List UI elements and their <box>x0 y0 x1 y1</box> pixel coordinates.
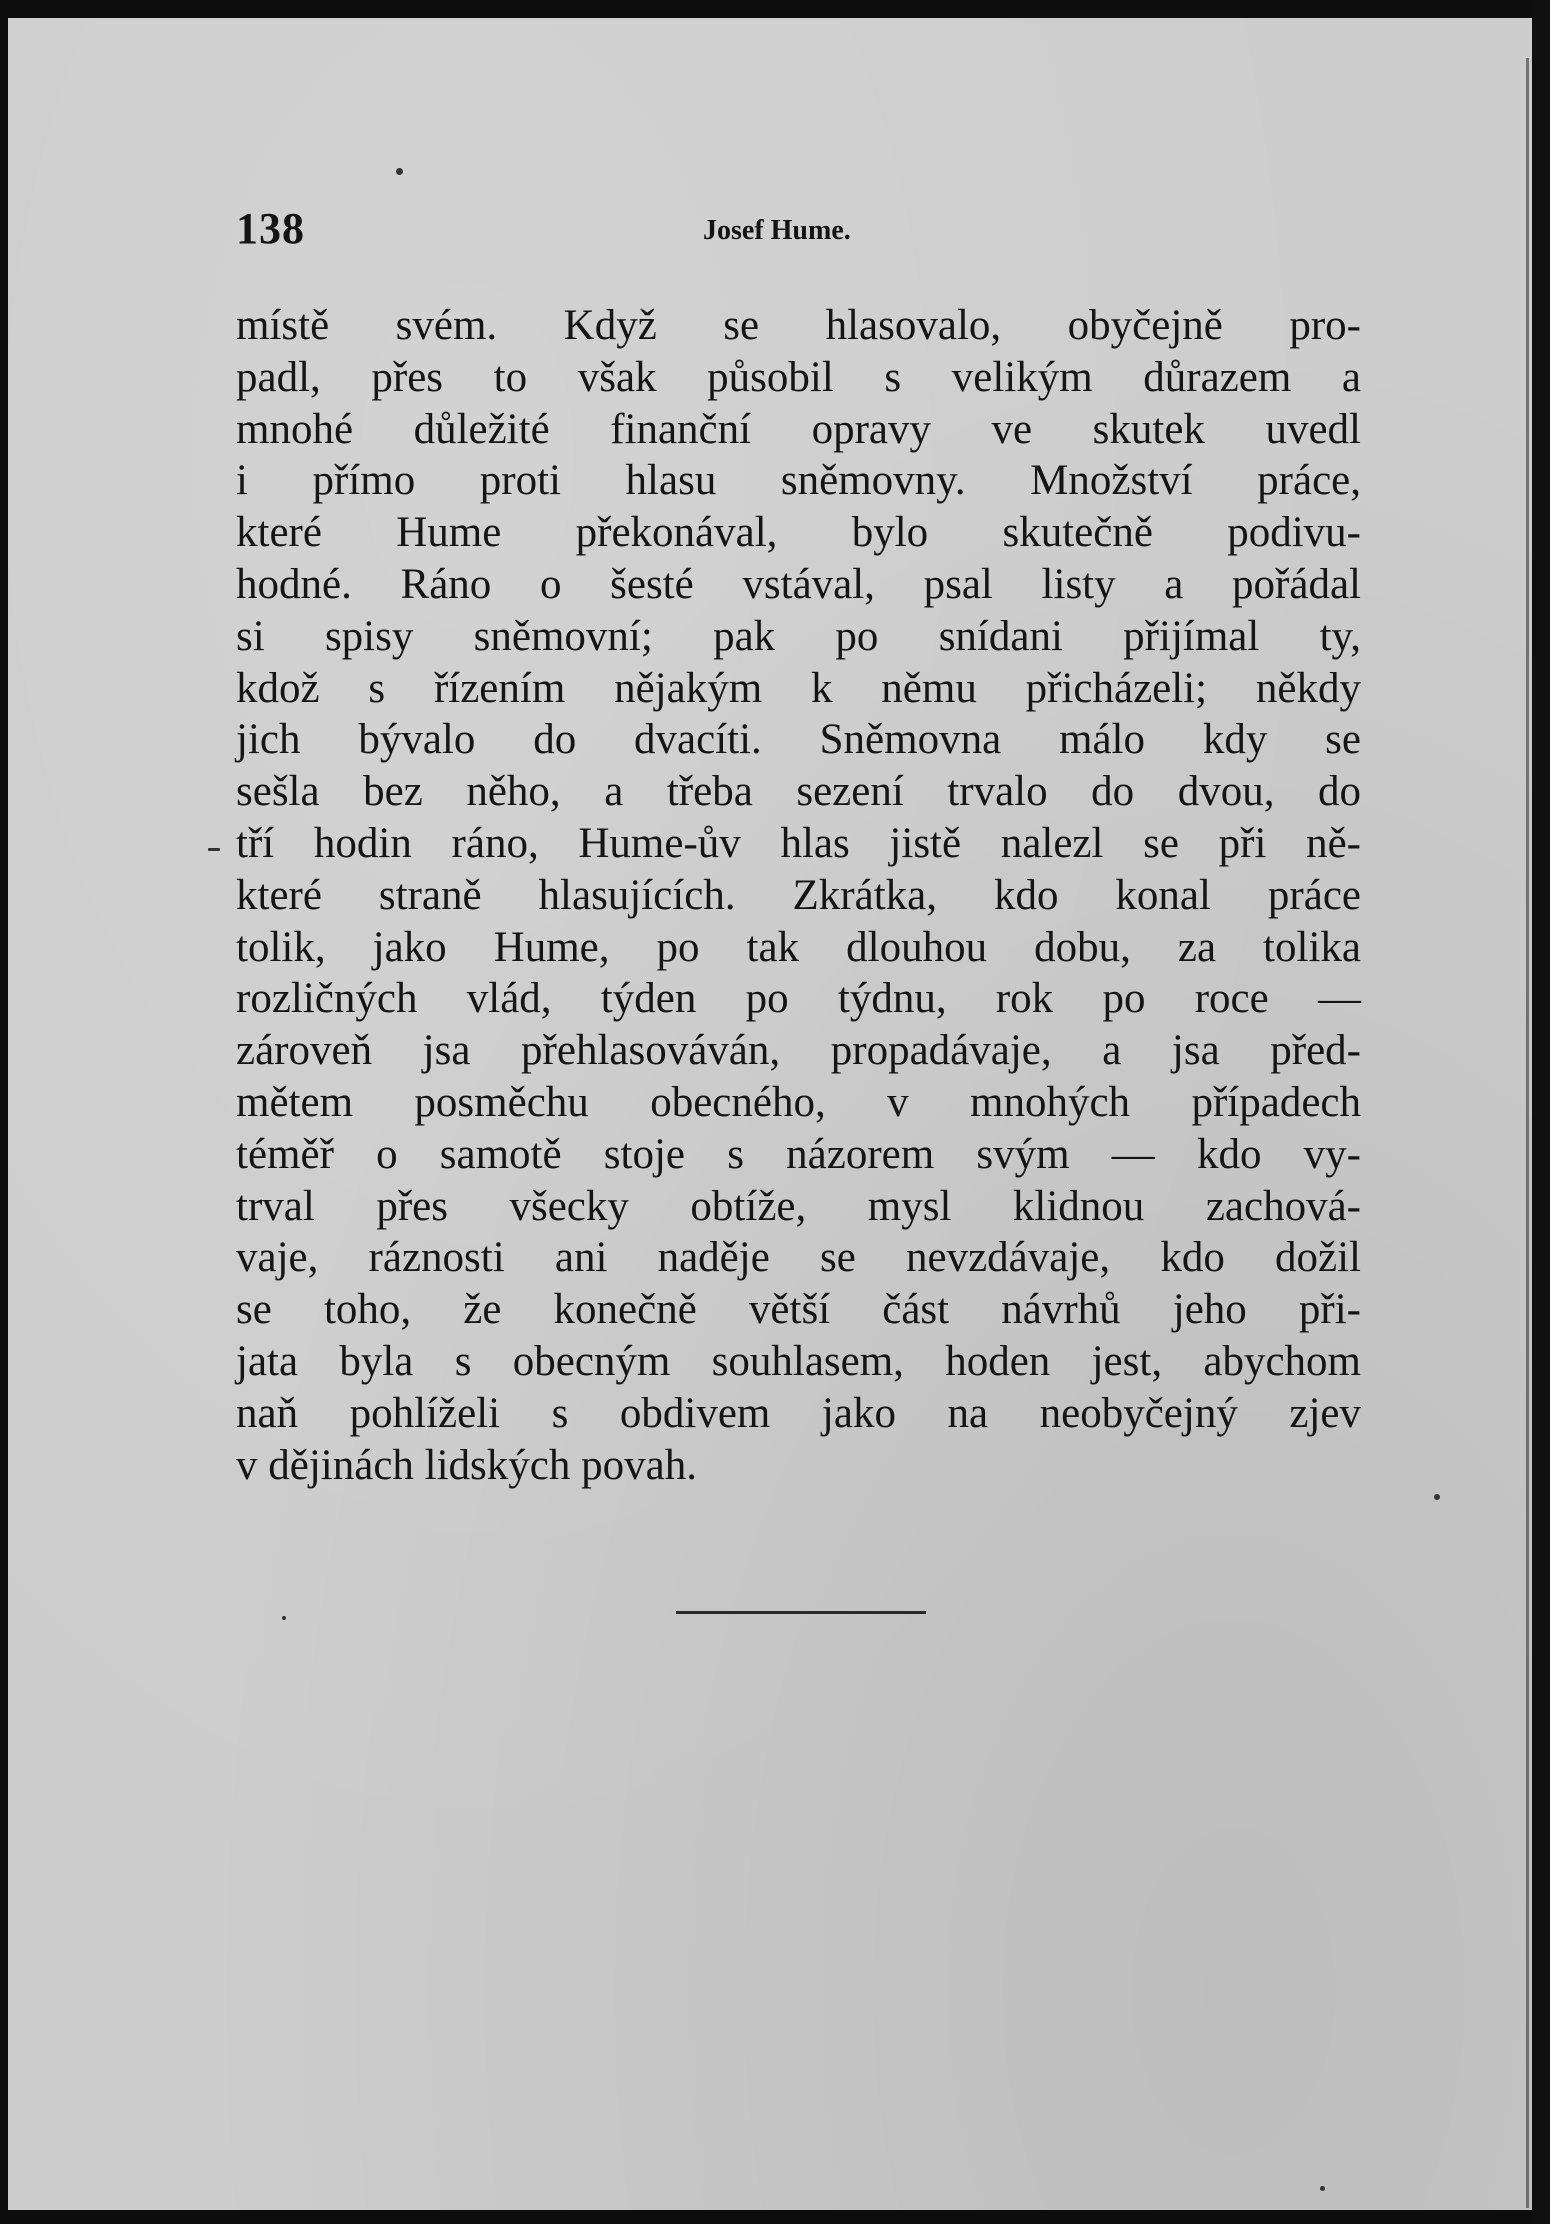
text-line: padl, přes to však působil s velikým důrazem a <box>236 353 1361 401</box>
text-line: se toho, že konečně větší část návrhů jeho při- <box>236 1286 1361 1334</box>
text-line: které Hume překonával, bylo skutečně podivu- <box>236 509 1361 557</box>
text-line: vaje, ráznosti ani naděje se nevzdávaje, kdo dožil <box>236 1234 1361 1282</box>
text-line: místě svém. Když se hlasovalo, obyčejně pro- <box>236 302 1361 349</box>
body-text <box>236 300 1361 1491</box>
text-line: tolik, jako Hume, po tak dlouhou dobu, za tolika <box>236 923 1361 971</box>
text-line: tří hodin ráno, Hume-ův hlas jistě nalezl se při ně- <box>236 819 1361 867</box>
print-speck <box>1434 1494 1440 1500</box>
running-head: Josef Hume. <box>703 215 851 246</box>
binding-edge <box>1532 0 1550 2224</box>
text-line: sešla bez něho, a třeba sezení trvalo do dvou, do <box>236 768 1361 816</box>
print-speck <box>208 848 220 851</box>
text-line: jich bývalo do dvacíti. Sněmovna málo kdy se <box>236 716 1361 764</box>
print-speck <box>1320 2186 1325 2191</box>
book-page <box>8 18 1540 2210</box>
text-line: jata byla s obecným souhlasem, hoden jest, abychom <box>236 1337 1361 1385</box>
text-line: zároveň jsa přehlasováván, propadávaje, a jsa před- <box>236 1027 1361 1075</box>
text-line: trval přes všecky obtíže, mysl klidnou zachová- <box>236 1182 1361 1230</box>
print-speck <box>282 1616 286 1620</box>
text-line: hodné. Ráno o šesté vstával, psal listy a pořádal <box>236 560 1361 608</box>
page-number: 138 <box>236 204 305 253</box>
text-line: které straně hlasujících. Zkrátka, kdo konal práce <box>236 871 1361 919</box>
text-line: si spisy sněmovní; pak po snídani přijímal ty, <box>236 612 1361 660</box>
print-speck <box>396 168 403 175</box>
text-line: mětem posměchu obecného, v mnohých případech <box>236 1078 1361 1126</box>
text-line: téměř o samotě stoje s názorem svým — kdo vy- <box>236 1130 1361 1178</box>
page-edge-shadow <box>1526 58 1529 2208</box>
page-header <box>236 203 1366 263</box>
text-line-last: v dějinách lidských povah. <box>236 1441 697 1489</box>
text-line: i přímo proti hlasu sněmovny. Množství práce, <box>236 457 1361 505</box>
text-line: naň pohlíželi s obdivem jako na neobyčejný zjev <box>236 1389 1361 1437</box>
text-line: rozličných vlád, týden po týdnu, rok po roce — <box>236 975 1361 1023</box>
text-line: kdož s řízením nějakým k němu přicházeli; někdy <box>236 664 1361 712</box>
end-rule <box>676 1611 926 1614</box>
text-line: mnohé důležité finanční opravy ve skutek uvedl <box>236 405 1361 453</box>
